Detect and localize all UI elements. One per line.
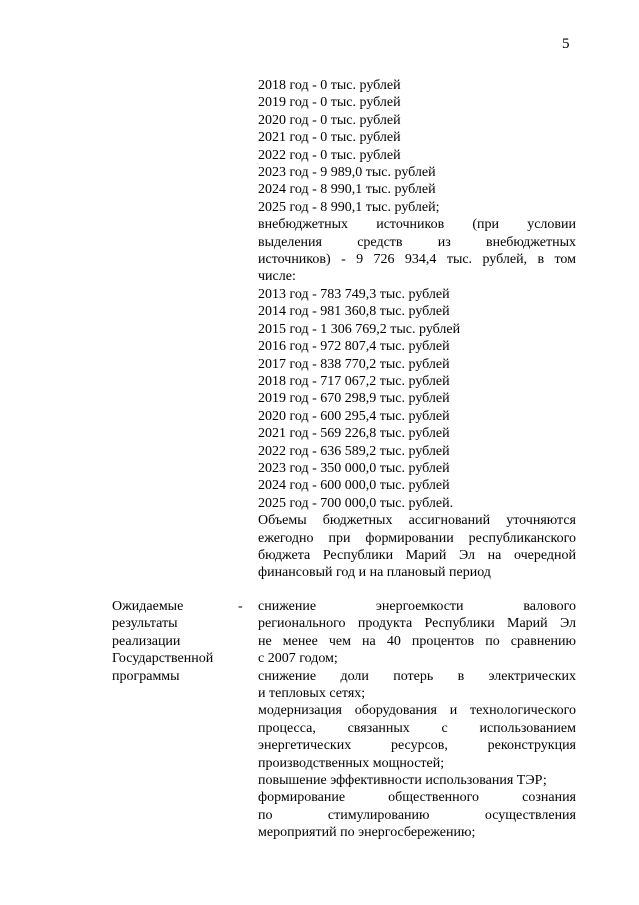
- result-item: [258, 702, 576, 772]
- text-line: регионального продукта Республики Марий Эл: [258, 616, 576, 632]
- budget-year-list: [258, 77, 576, 216]
- funding-line: 2019 год - 0 тыс. рублей: [258, 95, 401, 111]
- label-line: Ожидаемые: [112, 599, 184, 614]
- text-line: числе:: [258, 269, 296, 285]
- text-line: выделения средств из внебюджетных: [258, 234, 576, 250]
- text-line: и тепловых сетях;: [258, 686, 366, 702]
- text-line: по стимулированию осуществления: [258, 807, 576, 823]
- text-line: бюджета Республики Марий Эл на очередной: [258, 547, 576, 563]
- result-item: [258, 772, 576, 789]
- text-line: мероприятий по энергосбережению;: [258, 825, 476, 841]
- funding-line: 2018 год - 717 067,2 тыс. рублей: [258, 373, 450, 389]
- funding-line: 2014 год - 981 360,8 тыс. рублей: [258, 304, 450, 320]
- text-line: ежегодно при формировании республиканского: [258, 530, 576, 546]
- funding-section: [258, 77, 576, 582]
- text-line: процесса, связанных с использованием: [258, 720, 576, 736]
- funding-line: 2015 год - 1 306 769,2 тыс. рублей: [258, 321, 461, 337]
- funding-line: 2024 год - 600 000,0 тыс. рублей: [258, 478, 450, 494]
- extra-budget-year-list: [258, 286, 576, 512]
- budget-note-paragraph: [258, 512, 576, 582]
- text-line: производственных мощностей;: [258, 755, 445, 771]
- funding-line: 2025 год - 8 990,1 тыс. рублей;: [258, 199, 440, 215]
- funding-line: 2018 год - 0 тыс. рублей: [258, 78, 401, 93]
- funding-line: 2021 год - 569 226,8 тыс. рублей: [258, 426, 450, 442]
- text-line: источников) - 9 726 934,4 тыс. рублей, в том: [258, 252, 576, 268]
- text-line: повышение эффективности использования ТЭР;: [258, 773, 547, 789]
- label-line: результаты: [112, 616, 178, 632]
- text-line: Объемы бюджетных ассигнований уточняются: [258, 513, 576, 529]
- text-line: не менее чем на 40 процентов по сравнению: [258, 633, 576, 649]
- funding-line: 2025 год - 700 000,0 тыс. рублей.: [258, 495, 454, 511]
- funding-line: 2021 год - 0 тыс. рублей: [258, 130, 401, 146]
- result-item: [258, 789, 576, 841]
- funding-line: 2020 год - 0 тыс. рублей: [258, 112, 401, 128]
- text-line: формирование общественного сознания: [258, 790, 576, 806]
- funding-line: 2016 год - 972 807,4 тыс. рублей: [258, 339, 450, 355]
- page-number: 5: [562, 36, 570, 52]
- label-line: Государственной: [112, 651, 214, 667]
- funding-line: 2020 год - 600 295,4 тыс. рублей: [258, 408, 450, 424]
- funding-line: 2022 год - 636 589,2 тыс. рублей: [258, 443, 450, 459]
- label-line: программы: [112, 668, 180, 684]
- text-line: с 2007 годом;: [258, 651, 338, 667]
- label-dash: -: [238, 599, 243, 614]
- funding-line: 2017 год - 838 770,2 тыс. рублей: [258, 356, 450, 372]
- text-line: модернизация оборудования и технологического: [258, 703, 576, 719]
- expected-results-list: [258, 598, 576, 842]
- label-line: реализации: [112, 633, 181, 649]
- funding-line: 2019 год - 670 298,9 тыс. рублей: [258, 391, 450, 407]
- text-line: энергетических ресурсов, реконструкция: [258, 738, 576, 754]
- text-line: снижение энергоемкости валового: [258, 599, 576, 614]
- results-label: [112, 598, 252, 685]
- funding-line: 2024 год - 8 990,1 тыс. рублей: [258, 182, 436, 198]
- text-line: внебюджетных источников (при условии: [258, 217, 576, 233]
- extra-budget-paragraph: [258, 216, 576, 286]
- text-line: снижение доли потерь в электрических: [258, 668, 576, 684]
- result-item: [258, 668, 576, 703]
- funding-line: 2022 год - 0 тыс. рублей: [258, 147, 401, 163]
- funding-line: 2013 год - 783 749,3 тыс. рублей: [258, 286, 450, 302]
- text-line: финансовый год и на плановый период: [258, 565, 491, 581]
- result-item: [258, 598, 576, 668]
- funding-line: 2023 год - 9 989,0 тыс. рублей: [258, 165, 436, 181]
- funding-line: 2023 год - 350 000,0 тыс. рублей: [258, 460, 450, 476]
